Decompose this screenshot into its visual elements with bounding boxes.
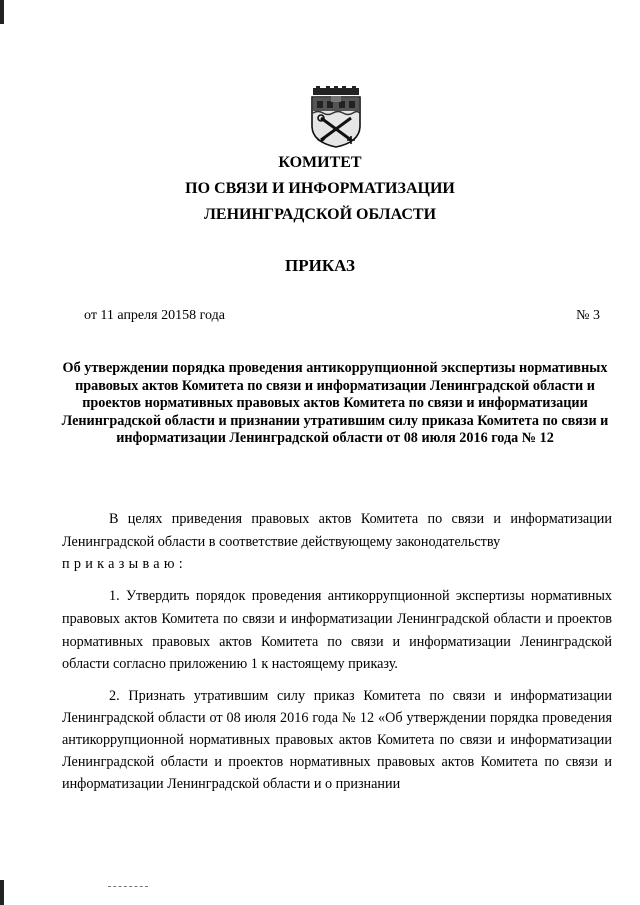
scan-dash-mark — [108, 886, 148, 887]
scan-edge-mark-bottom — [0, 880, 4, 905]
coat-of-arms-icon — [307, 86, 365, 148]
document-body — [62, 508, 612, 795]
order-item-2: 2. Признать утратившим силу приказ Комитета по связи и информатизации Ленинградской области от 08 июля 2016 года № 12 «Об утверждении порядка проведения антикоррупционной нормативных правовых актов Комитета по связи и информатизации Ленинградской области и проектов нормативных правовых актов Комитета по связи и информатизации Ленинградской области и о признании — [62, 687, 612, 792]
document-subject: Об утверждении порядка проведения антикоррупционной экспертизы нормативных правовых актов Комитета по связи и информатизации Ленинградской области и проектов нормативных правовых актов Комитета по связи и информатизации Ленинградской области и признании утратившим силу приказа Комитета по связи и информатизации Ленинградской области от 08 июля 2016 года № 12 — [61, 360, 609, 446]
document-date: от 11 апреля 20158 года — [84, 308, 225, 323]
committee-subtitle: ПО СВЯЗИ И ИНФОРМАТИЗАЦИИ — [185, 180, 455, 197]
order-item-1: 1. Утвердить порядок проведения антикоррупционной экспертизы нормативных правовых актов Комитета по связи и информатизации Ленинградской области и проектов нормативных правовых актов Комитета по связи и информатизации Ленинградской области согласно приложению 1 к настоящему приказу. — [62, 588, 612, 673]
intro-paragraph: В целях приведения правовых актов Комитета по связи и информатизации Ленинградской области в соответствие действующему законодательству — [62, 511, 612, 550]
decree-word: приказываю: — [62, 556, 188, 573]
committee-region: ЛЕНИНГРАДСКОЙ ОБЛАСТИ — [203, 206, 437, 223]
document-number: № 3 — [576, 308, 600, 323]
scan-edge-mark-top — [0, 0, 4, 24]
document-type: ПРИКАЗ — [285, 256, 355, 275]
committee-title: КОМИТЕТ — [278, 154, 362, 171]
